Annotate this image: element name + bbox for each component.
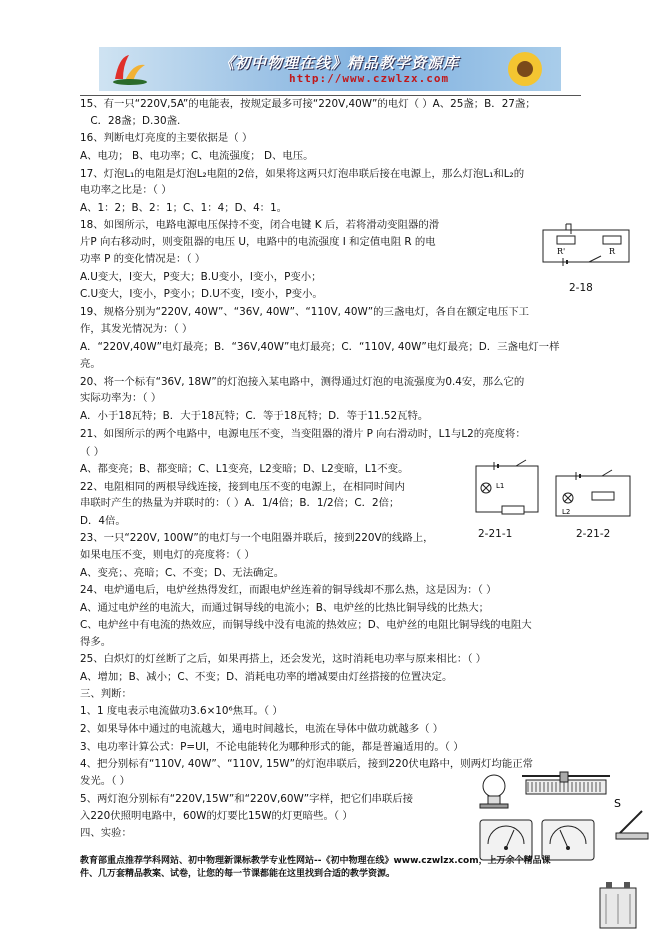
text-line: 17、灯泡L₁的电阻是灯泡L₂电阻的2倍，如果将这两只灯泡串联后接在电源上，那么灯泡L₁和L₂的 [80,168,525,180]
text-line: 25、白炽灯的灯丝断了之后，如果再搭上，还会发光，这时消耗电功率与原来相比：（ ） [80,653,487,665]
text-line: A、都变亮；B、都变暗；C、L1变亮，L2变暗；D、L2变暗，L1不变。 [80,463,409,475]
text-line: 串联时产生的热量为并联时的：（ ）A．1/4倍；B．1/2倍；C．2倍； [80,497,400,509]
text-line: A、1：2；B、2：1；C、1：4；D、4：1。 [80,202,288,214]
text-line: C、电炉丝中有电流的热效应，而铜导线中没有电流的热效应；D、电炉丝的电阻比铜导线的电阻大 [80,619,532,631]
text-line: （ ） [80,446,105,458]
text-line: 三、判断： [80,688,132,700]
text-line: 18、如图所示，电路电源电压保持不变，闭合电键 K 后，若将滑动变阻器的滑 [80,219,440,231]
label-s: S [614,797,621,810]
figure-caption-2-21-2: 2-21-2 [576,528,611,540]
text-line: 实际功率为：（ ） [80,392,162,404]
logo-icon [109,51,151,87]
text-line: 功率 P 的变化情况是：（ ） [80,253,206,265]
circuit-diagram-2-21-1 [472,458,544,524]
text-line: 亮。 [80,358,101,370]
label-r: R [609,247,616,256]
text-line: 24、电炉通电后，电炉丝热得发红，而跟电炉丝连着的铜导线却不那么热，这是因为：（ ） [80,584,497,596]
header-banner [99,47,561,91]
footer-line-2: 件、几万套精品教案、试卷，让您的每一节课都能在这里找到合适的教学资源。 [80,869,396,879]
rheostat-icon [516,770,616,804]
battery-icon [596,878,640,932]
text-line: 15、有一只“220V,5A”的电能表，按规定最多可接“220V,40W”的电灯（ ）A、25盏；B．27盏； [80,98,536,110]
text-line: 得多。 [80,636,112,648]
label-l2: L2 [562,508,571,516]
label-r-prime: R' [557,247,566,256]
text-line: 21、如图所示的两个电路中，电源电压不变，当变阻器的滑片 P 向右滑动时，L1与L2的亮度将： [80,428,526,440]
circuit-diagram-2-18 [537,220,641,272]
text-line: 4、把分别标有“110V, 40W”、“110V, 15W”的灯泡串联后，接到220伏电路中，则两灯均能正常 [80,758,533,770]
text-line: 入220伏照明电路中，60W的灯要比15W的灯更暗些。（ ） [80,810,353,822]
text-line: A、电功； B、电功率；C、电流强度； D、电压。 [80,150,314,162]
text-line: 如果电压不变，则电灯的亮度将：（ ） [80,549,255,561]
text-line: 四、实验： [80,827,132,839]
text-line: 22、电阻相同的两根导线连接，接到电压不变的电源上，在相同时间内 [80,481,405,493]
text-line: A、变亮；、亮暗；C、不变；D、无法确定。 [80,567,285,579]
text-line: 19、规格分别为“220V, 40W”、“36V, 40W”、“110V, 40W”的三盏电灯，各自在额定电压下工 [80,306,530,318]
text-line: 23、一只“220V, 100W”的电灯与一个电阻器并联后，接到220V的线路上， [80,532,434,544]
text-line: 片P 向右移动时，则变阻器的电压 U，电路中的电流强度 I 和定值电阻 R 的电 [80,236,436,248]
text-line: A．小于18瓦特；B．大于18瓦特；C．等于18瓦特；D．等于11.52瓦特。 [80,410,429,422]
text-line: A、增加；B、减小；C、不变；D、消耗电功率的增减要由灯丝搭接的位置决定。 [80,671,453,683]
text-line: 5、两灯泡分别标有“220V,15W”和“220V,60W”字样，把它们串联后接 [80,793,414,805]
figure-caption-2-21-1: 2-21-1 [478,528,513,540]
banner-title: 《初中物理在线》精品教学资源库 [219,54,460,72]
switch-icon [612,795,652,845]
text-line: 2、如果导体中通过的电流越大，通电时间越长，电流在导体中做功就越多（ ） [80,723,444,735]
text-line: A．“220V,40W”电灯最亮；B．“36V,40W”电灯最亮；C．“110V, 40W”电灯最亮；D．三盏电灯一样 [80,341,560,353]
figure-caption-2-18: 2-18 [569,282,593,294]
sunflower-icon [495,49,555,89]
text-line: C.U变大，I变小，P变小；D.U不变，I变小，P变小。 [80,288,323,300]
text-line: 20、将一个标有“36V, 18W”的灯泡接入某电路中，测得通过灯泡的电流强度为0.4安，那么它的 [80,376,525,388]
text-line: 16、判断电灯亮度的主要依据是（ ） [80,132,253,144]
text-line: 1、1 度电表示电流做功3.6×10⁶焦耳。（ ） [80,705,283,717]
page-footer [80,855,551,881]
text-line: 作，其发光情况为：（ ） [80,323,193,335]
text-line: D．4倍。 [80,515,126,527]
text-line: A、通过电炉丝的电流大，而通过铜导线的电流小；B、电炉丝的比热比铜导线的比热大； [80,602,490,614]
text-line: 3、电功率计算公式：P=UI，不论电能转化为哪种形式的能，都是普遍适用的。（ ） [80,741,464,753]
label-l1: L1 [496,482,505,490]
header-divider [80,95,581,96]
footer-line-1: 教育部重点推荐学科网站、初中物理新课标教学专业性网站--《初中物理在线》www.czwlzx.com，上万余个精品课 [80,856,551,866]
text-line: 发光。（ ） [80,775,131,787]
bulb-icon [476,770,512,810]
text-line: 电功率之比是：（ ） [80,184,172,196]
text-line: A.U变大，I变大，P变大；B.U变小，I变小，P变小； [80,271,322,283]
text-line: C．28盏；D.30盏. [80,115,181,127]
banner-url[interactable]: http://www.czwlzx.com [289,72,450,85]
circuit-diagram-2-21-2 [552,468,638,524]
